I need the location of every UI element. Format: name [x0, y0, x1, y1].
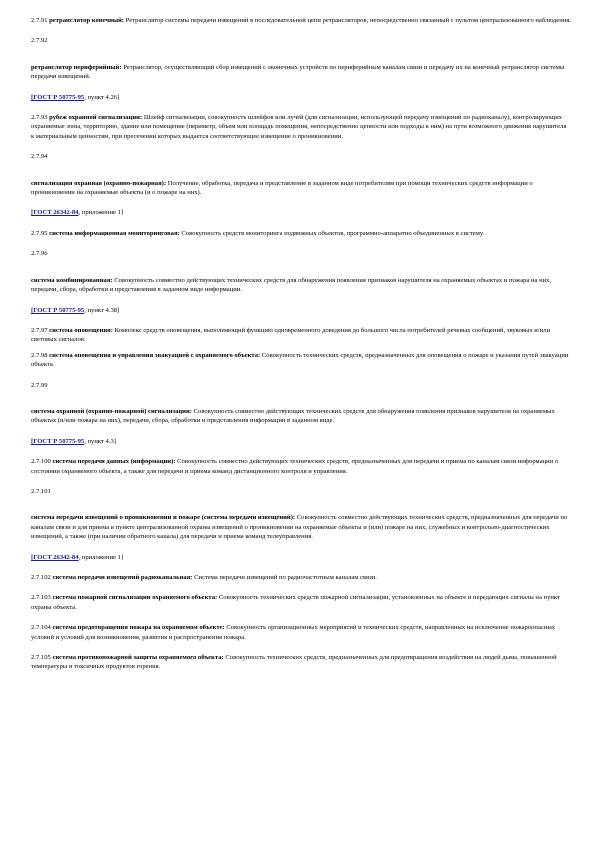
standard-reference — [31, 93, 571, 102]
definition-paragraph — [31, 351, 571, 370]
standard-link[interactable]: [ГОСТ Р 50775-95 — [31, 306, 85, 314]
term: система комбинированная: — [31, 276, 113, 284]
reference-clause: , приложение 1] — [78, 209, 124, 217]
clause-number: 2.7.96 — [31, 250, 48, 258]
definition-text: Ретранслятор, осуществляющий сбор извещений с оконечных устройств по периферийным каналам связи и передачу их на конечный ретранслятор системы передачи извещений. — [31, 63, 565, 81]
standard-link[interactable]: [ГОСТ Р 50775-95 — [31, 437, 85, 445]
definition-paragraph — [31, 113, 571, 141]
definition-text: Совокупность совместно действующих технических средств, предназначенных для передачи по каналам связи и для приема в пункте централизованной охраны извещений о проникновении на охраняемые объекты и (или) пожаре на них, служебных и контрольно-диагностических извещений, а также (при наличии обратного канала) для передачи и приема команд телеуправления. — [31, 514, 568, 541]
definition-text: Совокупность технических средств пожарной сигнализации, установленных на объекте и передающих сигналы на пункт охраны объекта. — [31, 594, 560, 611]
definition-paragraph — [31, 623, 571, 642]
clause-number: 2.7.92 — [31, 37, 48, 45]
clause-number: 2.7.98 — [31, 351, 48, 359]
definition-text: Шлейф сигнализации, совокупность шлейфов или лучей (для сигнализации, использующей передачу извещений по радиоканалу), контролирующих охраняемые зоны, территорию, здание или помещение (периметр, объем или площадь помещения, непосредственно ценности или подходы к ним) на пути возможного движения нарушителя к материальным ценностям, при пресечении которых выдается соответствующее извещение о проникновении. — [31, 114, 567, 140]
definition-text: Совокупность организационных мероприятий и технических средств, направленных на исключение пожароопасных условий и условий для возникновения, развития и распространения пожара. — [31, 624, 556, 641]
clause-number: 2.7.103 — [31, 594, 51, 602]
definition-text: Ретранслятор системы передачи извещений в последовательной цепи ретрансляторов, непосредственно связанный с пультом централизованного наблюдения. — [125, 17, 571, 24]
reference-clause: , пункт 4.38] — [84, 306, 120, 314]
term: сигнализация охранная (охранно-пожарная): — [31, 179, 167, 187]
clause-number: 2.7.97 — [31, 326, 48, 334]
definition-paragraph — [31, 16, 571, 25]
definition-text: Совокупность совместно действующих технических средств, предназначенных для передачи и приема по каналам связи информации о состоянии охраняемого объекта, а также для передачи и приема команд дистанционного контроля и управления. — [31, 458, 559, 475]
clause-number: 2.7.94 — [31, 153, 48, 161]
term: ретранслятор конечный: — [49, 17, 125, 24]
term: система охранной (охранно-пожарной) сигнализации: — [31, 407, 192, 415]
term: система пожарной сигнализации охраняемого объекта: — [52, 594, 218, 602]
definition-text: Совокупность совместно действующих технических средств для обнаружения появления признаков нарушителя на охраняемых объектах и пожара на них, передачи, сбора, обработки и представления в заданном виде информации. — [31, 276, 552, 294]
standard-reference — [31, 208, 571, 217]
definition-text: Совокупность совместно действующих технических средств для обнаружения появления признаков нарушителя на охраняемых объектах (и/или пожара на них), передачи, сбора, обработки и представления информации в заданном виде. — [31, 407, 555, 425]
definition-paragraph — [31, 179, 571, 198]
standard-link[interactable]: [ГОСТ 26342-84 — [31, 209, 79, 217]
definition-paragraph — [31, 229, 571, 238]
standard-reference — [31, 553, 571, 562]
clause-number: 2.7.100 — [31, 458, 51, 466]
clause-number: 2.7.102 — [31, 574, 51, 581]
clause-number: 2.7.104 — [31, 624, 51, 632]
definition-text: Совокупность средств мониторинга подвижных объектов, программно-аппаратно объединенных в систему. — [181, 229, 485, 237]
definition-text: Совокупность технических средств, предназначенных для предотвращения воздействия на людей дыма, повышенной температуры и токсичных продуктов горения. — [31, 654, 557, 671]
definition-text: Получение, обработка, передача и представление в заданном виде потребителям при помощи технических средств информации о проникновении на охраняемые объекты (и о пожаре на них). — [31, 179, 533, 197]
term: система передачи извещений радиоканальная: — [52, 574, 193, 581]
term: система передачи извещений о проникновении и пожаре (система передачи извещений): — [31, 514, 296, 522]
term: ретранслятор периферийный: — [31, 63, 122, 71]
standard-link[interactable]: [ГОСТ Р 50775-95 — [31, 93, 85, 101]
term: система оповещения и управления эвакуацией с охраняемого объекта: — [49, 351, 261, 359]
definition-text: Совокупность технических средств, предназначенных для оповещения о пожаре и указания путей эвакуации объекта. — [31, 351, 569, 369]
clause-number: 2.7.105 — [31, 654, 51, 662]
definition-text: Система передачи извещений по радиочастотным каналам связи. — [194, 574, 377, 581]
definition-text: Комплекс средств оповещения, выполняющий функцию одновременного доведения до большого числа потребителей речевых сообщений, звуковых и/или световых сигналов. — [31, 326, 550, 344]
term: система противопожарной защиты охраняемого объекта: — [52, 654, 224, 662]
reference-clause: , пункт 4.3] — [84, 437, 116, 445]
definition-paragraph — [31, 653, 571, 672]
term: система передачи данных (информации): — [52, 458, 176, 466]
clause-number: 2.7.93 — [31, 114, 48, 122]
clause-number: 2.7.101 — [31, 487, 51, 495]
definition-paragraph — [31, 593, 571, 612]
definition-paragraph — [31, 573, 571, 582]
clause-number: 2.7.99 — [31, 381, 48, 389]
standard-reference — [31, 306, 571, 315]
definition-paragraph — [31, 513, 571, 541]
reference-clause: , приложение 1] — [78, 553, 124, 561]
clause-number: 2.7.91 — [31, 17, 48, 24]
standard-reference — [31, 437, 571, 446]
term: рубеж охранной сигнализации: — [49, 114, 143, 122]
definition-paragraph — [31, 407, 571, 426]
standard-link[interactable]: [ГОСТ 26342-84 — [31, 553, 79, 561]
definition-paragraph — [31, 326, 571, 345]
term: система информационная мониторинговая: — [49, 229, 180, 237]
term: система оповещения: — [49, 326, 113, 334]
term: система предотвращения пожара на охраняемом объекте: — [52, 624, 225, 632]
definition-paragraph — [31, 457, 571, 476]
definition-paragraph — [31, 276, 571, 295]
definition-paragraph — [31, 63, 571, 82]
clause-number: 2.7.95 — [31, 229, 48, 237]
reference-clause: , пункт 4.26] — [84, 93, 120, 101]
